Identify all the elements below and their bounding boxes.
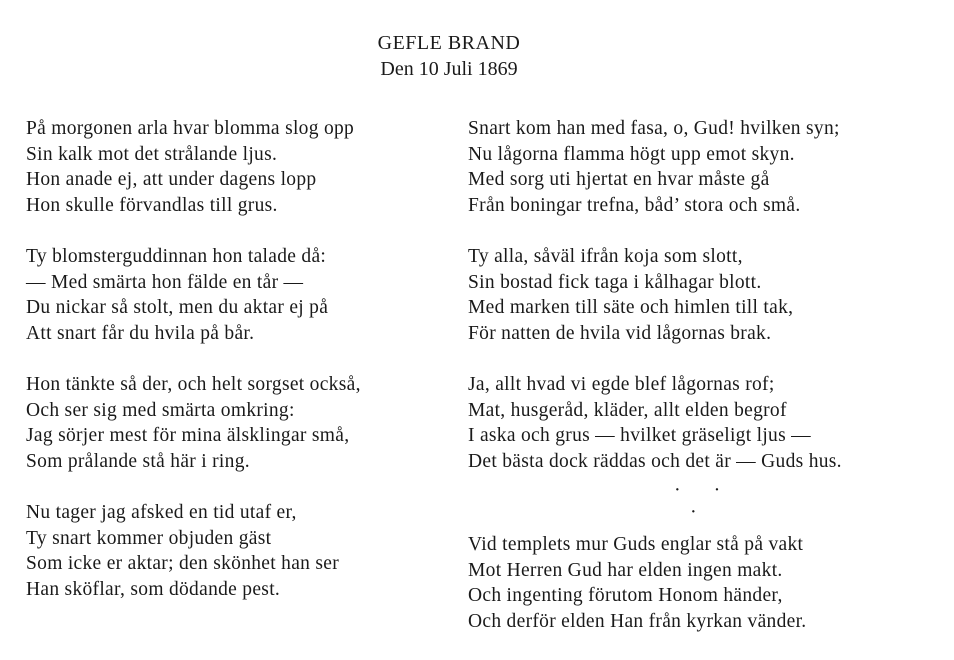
verse-line: Snart kom han med fasa, o, Gud! hvilken syn; xyxy=(468,118,840,139)
verse-line: Och derför elden Han från kyrkan vänder. xyxy=(468,610,807,632)
separator-dot-bottom: · xyxy=(690,501,697,523)
verse-line: Och ingenting förutom Honom händer, xyxy=(468,585,783,606)
verse-line: Ty blomsterguddinnan hon talade då: xyxy=(26,246,327,267)
verse-line: Vid templets mur Guds englar stå på vakt xyxy=(468,534,804,555)
stanza xyxy=(26,500,446,602)
verse-line: Han sköflar, som dödande pest. xyxy=(26,578,281,600)
verse-line: Du nickar så stolt, men du aktar ej på xyxy=(26,297,329,318)
verse-line: Mat, husgeråd, kläder, allt elden begrof xyxy=(468,399,787,421)
stanza xyxy=(468,372,938,474)
verse-line: Som icke er aktar; den skönhet han ser xyxy=(26,553,340,574)
right-column xyxy=(468,116,938,660)
verse-line: Hon skulle förvandlas till grus. xyxy=(26,194,278,216)
poem-header xyxy=(0,30,954,82)
verse-line: Sin bostad fick taga i kålhagar blott. xyxy=(468,271,762,293)
stanza xyxy=(468,244,938,346)
stanza xyxy=(468,532,938,634)
stanza xyxy=(26,244,446,346)
verse-line: Jag sörjer mest för mina älsklingar små, xyxy=(26,425,350,446)
poem-title: GEFLE BRAND xyxy=(377,32,521,54)
stanza-separator xyxy=(468,480,938,532)
left-column xyxy=(26,116,446,628)
verse-line: Ty snart kommer objuden gäst xyxy=(26,527,272,549)
verse-line: Med marken till säte och himlen till tak, xyxy=(468,297,794,318)
verse-line: Som prålande stå här i ring. xyxy=(26,450,250,472)
verse-line: Att snart får du hvila på bår. xyxy=(26,322,255,344)
verse-line: Det bästa dock räddas och det är — Guds hus. xyxy=(468,450,842,472)
verse-line: Nu lågorna flamma högt upp emot skyn. xyxy=(468,143,795,165)
verse-line: För natten de hvila vid lågornas brak. xyxy=(468,322,772,344)
verse-line: Sin kalk mot det strålande ljus. xyxy=(26,143,278,165)
verse-line: Mot Herren Gud har elden ingen makt. xyxy=(468,559,783,581)
verse-line: Ty alla, såväl ifrån koja som slott, xyxy=(468,246,743,267)
verse-line: På morgonen arla hvar blomma slog opp xyxy=(26,118,355,139)
stanza xyxy=(468,116,938,218)
verse-line: Ja, allt hvad vi egde blef lågornas rof; xyxy=(468,374,775,395)
separator-dots-top: · · xyxy=(674,479,735,501)
verse-line: Hon tänkte så der, och helt sorgset också, xyxy=(26,374,361,395)
verse-line: Nu tager jag afsked en tid utaf er, xyxy=(26,502,297,523)
stanza xyxy=(26,116,446,218)
poem-date: Den 10 Juli 1869 xyxy=(380,58,518,80)
verse-line: Hon anade ej, att under dagens lopp xyxy=(26,169,317,190)
stanza xyxy=(26,372,446,474)
verse-line: Och ser sig med smärta omkring: xyxy=(26,399,295,421)
verse-line: Med sorg uti hjertat en hvar måste gå xyxy=(468,169,770,190)
verse-line: I aska och grus — hvilket gräseligt ljus — xyxy=(468,425,811,446)
verse-line: Från boningar trefna, båd’ stora och små. xyxy=(468,194,801,216)
verse-line: — Med smärta hon fälde en tår — xyxy=(26,271,304,293)
